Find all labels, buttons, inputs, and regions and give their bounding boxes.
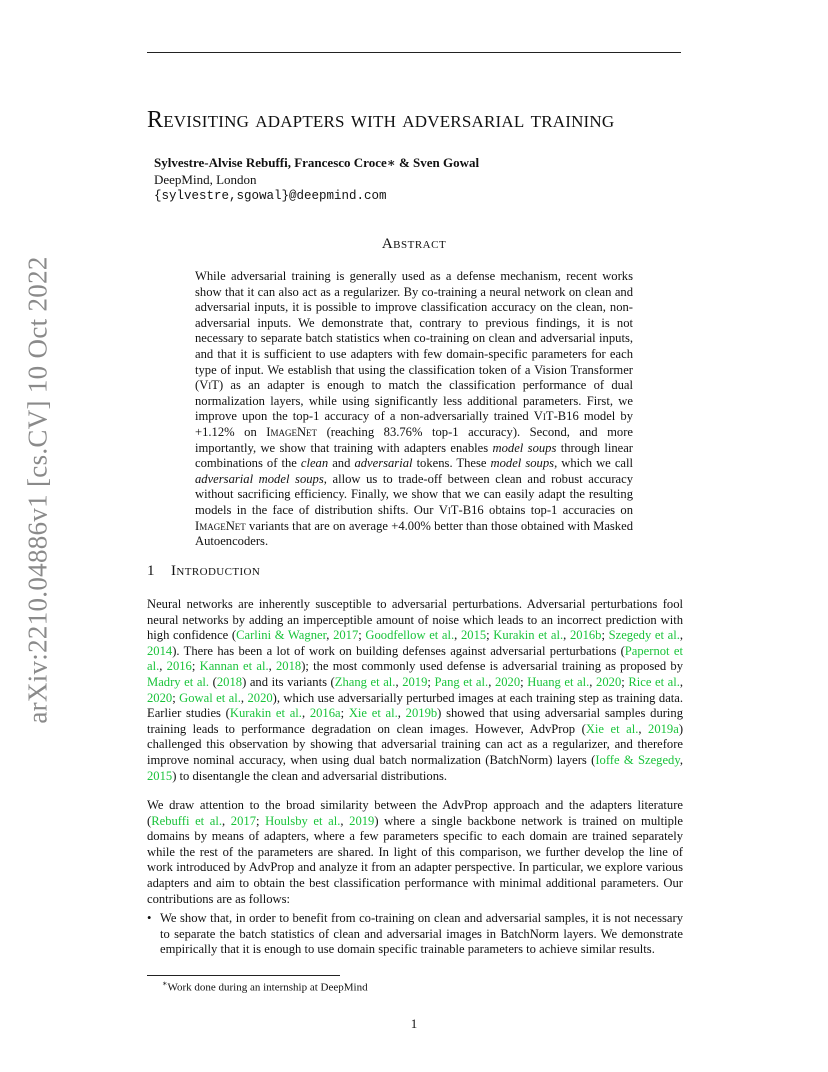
footnote-rule (147, 975, 340, 976)
citation-link[interactable]: Kurakin et al. (229, 706, 302, 721)
citation-link[interactable]: Kannan et al. (199, 659, 269, 674)
section-heading-introduction (147, 563, 260, 580)
citation-link[interactable]: 2020 (247, 690, 273, 705)
citation-link[interactable]: 2019b (405, 706, 438, 721)
citation-link[interactable]: 2018 (216, 674, 243, 689)
author-email[interactable]: {sylvestre,sgowal}@deepmind.com (154, 189, 387, 203)
citation-link[interactable]: 2017 (230, 813, 256, 828)
citation-link[interactable]: Goodfellow et al. (365, 628, 455, 643)
section-number: 1 (147, 563, 155, 579)
citation-link[interactable]: 2016 (166, 659, 192, 674)
citation-link[interactable]: Gowal et al. (179, 690, 241, 705)
abstract-body: While adversarial training is generally used as a defense mechanism, recent works show that it can also act as a regularizer. By co-training a neural network on clean and adversarial inputs, it is possible to improve classification accuracy on the clean, non-adversarial inputs. We demonstrate that, contrary to previous findings, it is not necessary to separate batch statistics when co-training on clean and adversarial inputs, and that it is sufficient to use adapters with few domain-specific parameters for each type of input. We establish that using the classification token of a Vision Transformer (ViT) as an adapter is enough to match the classification performance of dual normalization layers, while using significantly less additional parameters. First, we improve upon the top-1 accuracy of a non-adversarially trained ViT-B16 model by +1.12% on ImageNet (reaching 83.76% top-1 accuracy). Second, and more importantly, we show that training with adapters enables model soups through linear combinations of the clean and adversarial tokens. These model soups, which we call adversarial model soups, allow us to trade-off between clean and robust accuracy without sacrificing efficiency. Finally, we show that we can easily adapt the resulting models in the face of distribution shifts. Our ViT-B16 obtains top-1 accuracies on ImageNet variants that are on average +4.00% better than those obtained with Masked Autoencoders. (195, 269, 634, 549)
paper-title: Revisiting adapters with adversarial training (147, 107, 615, 133)
arxiv-sidebar (18, 256, 58, 724)
bullet-marker: • (147, 911, 152, 925)
citation-link[interactable]: Pang et al. (434, 674, 489, 689)
citation-link[interactable]: Rice et al. (628, 674, 680, 689)
citation-link[interactable]: 2015 (460, 628, 487, 643)
citation-link[interactable]: Szegedy et al. (608, 628, 680, 643)
intro-paragraph-1: Neural networks are inherently susceptible to adversarial perturbations. Adversarial perturbations fool neural networks by adding an imperceptible amount of noise which leads to an incorrect prediction with high confidence (Carlini & Wagner, 2017; Goodfellow et al., 2015; Kurakin et al., 2016b; Szegedy et al., 2014). There has been a lot of work on building defenses against adversarial perturbations (Papernot et al., 2016; Kannan et al., 2018); the most commonly used defense is adversarial training as proposed by Madry et al. (2018) and its variants (Zhang et al., 2019; Pang et al., 2020; Huang et al., 2020; Rice et al., 2020; Gowal et al., 2020), which use adversarially perturbed images at each training step as training data. Earlier studies (Kurakin et al., 2016a; Xie et al., 2019b) showed that using adversarial samples during training leads to performance degradation on clean images. However, AdvProp (Xie et al., 2019a) challenged this observation by showing that adversarial training can act as a regularizer, and therefore improve nominal accuracy, when using dual batch normalization (BatchNorm) layers (Ioffe & Szegedy, 2015) to disentangle the clean and adversarial distributions. (147, 597, 684, 783)
footnote-mark: ∗ (162, 979, 168, 988)
citation-link[interactable]: Xie et al. (348, 706, 398, 721)
citation-link[interactable]: Houlsby et al. (265, 813, 341, 828)
citation-link[interactable]: Carlini & Wagner (236, 628, 327, 643)
citation-link[interactable]: 2020 (596, 674, 622, 689)
citation-link[interactable]: Papernot et al. (147, 643, 683, 674)
citation-link[interactable]: Huang et al. (527, 674, 590, 689)
abstract-heading: Abstract (381, 236, 447, 252)
footnote-text: Work done during an internship at DeepMind (167, 981, 368, 994)
intro-paragraph-2: We draw attention to the broad similarity between the AdvProp approach and the adapters literature (Rebuffi et al., 2017; Houlsby et al., 2019) where a single backbone network is trained on multiple domains by means of adapters, where a few parameters specific to each domain are trained separately while the rest of the parameters are shared. In light of this comparison, we further develop the line of work introduced by AdvProp and analyze it from an adapter perspective. In particular, we explore various adapters and aim to obtain the best classification performance with minimal additional parameters. Our contributions are as follows: (147, 798, 684, 906)
citation-link[interactable]: 2019 (349, 813, 375, 828)
citation-link[interactable]: Xie et al. (585, 721, 639, 736)
footnote (162, 977, 368, 995)
contribution-bullet (147, 911, 683, 958)
citation-link[interactable]: 2014 (147, 643, 173, 658)
citation-link[interactable]: 2020 (147, 690, 173, 705)
citation-link[interactable]: Kurakin et al. (493, 628, 564, 643)
citation-link[interactable]: Rebuffi et al. (151, 813, 223, 828)
citation-link[interactable]: Ioffe & Szegedy (595, 752, 680, 767)
bullet-text: We show that, in order to benefit from co-training on clean and adversarial samples, it is not necessary to separate the batch statistics of clean and adversarial images in BatchNorm layers. We demonstrate empirically that it is enough to use domain specific trainable parameters to achieve similar results. (160, 911, 683, 957)
citation-link[interactable]: 2020 (494, 674, 521, 689)
citation-link[interactable]: 2016b (569, 628, 602, 643)
section-title: Introduction (171, 563, 261, 579)
author-names: Sylvestre-Alvise Rebuffi, Francesco Croce∗ & Sven Gowal (154, 155, 480, 170)
citation-link[interactable]: 2018 (276, 659, 302, 674)
citation-link[interactable]: Zhang et al. (334, 674, 396, 689)
citation-link[interactable]: Madry et al. (147, 674, 210, 689)
citation-link[interactable]: 2016a (309, 706, 341, 721)
author-block (154, 154, 479, 205)
arxiv-stamp: arXiv:2210.04886v1 [cs.CV] 10 Oct 2022 (22, 256, 53, 724)
page-number: 1 (410, 1016, 418, 1031)
header-rule (147, 52, 681, 53)
citation-link[interactable]: 2019a (648, 721, 679, 736)
citation-link[interactable]: 2017 (333, 628, 359, 643)
citation-link[interactable]: 2019 (402, 674, 428, 689)
affiliation: DeepMind, London (154, 172, 257, 187)
citation-link[interactable]: 2015 (147, 768, 173, 783)
